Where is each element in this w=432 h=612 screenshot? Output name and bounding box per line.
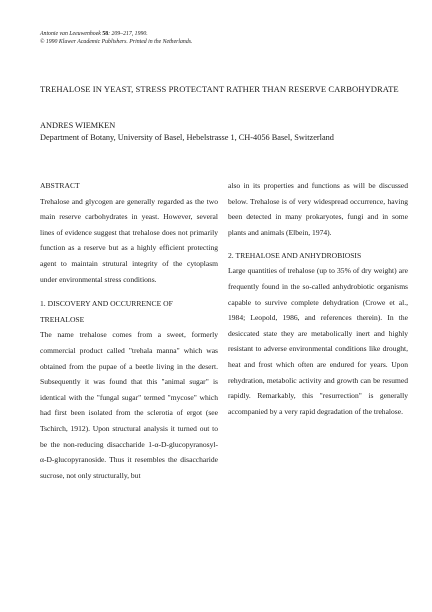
section-1-heading: 1. DISCOVERY AND OCCURRENCE OF TREHALOSE	[40, 299, 173, 324]
copyright-notice: © 1990 Kluwer Academic Publishers. Printed in the Netherlands.	[40, 39, 193, 45]
section-1-paragraph-continued: also in its properties and functions as will be discussed below. Trehalose is of very widespread occurrence, having been detected in many prokaryotes, fungi and in some plants and animals (Elbein, 1974).	[228, 181, 408, 237]
journal-pages: : 209–217, 1990.	[108, 31, 148, 37]
right-column	[228, 178, 408, 419]
author-block	[40, 120, 334, 143]
journal-volume: 58	[102, 31, 109, 37]
abstract-heading: ABSTRACT	[40, 181, 80, 190]
paper-title: TREHALOSE IN YEAST, STRESS PROTECTANT RATHER THAN RESERVE CARBOHYDRATE	[40, 84, 399, 94]
journal-name: Antonie van Leeuwenhoek	[40, 31, 101, 37]
author-name: ANDRES WIEMKEN	[40, 121, 116, 130]
abstract-text: Trehalose and glycogen are generally regarded as the two main reserve carbohydrates in yeast. However, several lines of evidence suggest that trehalose does not primarily function as a reserve but as a highly efficient protecting agent to maintain strutural integrity of the cytoplasm under environmental stress conditions.	[40, 196, 218, 284]
section-1-paragraph: The name trehalose comes from a sweet, formerly commercial product called "trehala manna" which was obtained from the pupae of a beetle living in the desert. Subsequently it was found that this "animal sugar" is identical with the "fungal sugar" termed "mycose" which had first been isolated from the sclerotia of ergot (see Tschirch, 1912). Upon structural analysis it turned out to be the non-reducing disaccharide 1-α-D-glucopyranosyl-α-D-glucopyranoside. Thus it resembles the disaccharide sucrose, not only structurally, but	[40, 330, 218, 480]
section-2-paragraph: Large quantities of trehalose (up to 35% of dry weight) are frequently found in the so-called anhydrobiotic organisms capable to survive complete dehydration (Crowe et al., 1984; Leopold, 1986, and references therein). In the desiccated state they are metabolically inert and highly resistant to adverse environmental conditions like drought, heat and frost which often are endured for years. Upon rehydration, metabolic activity and growth can be resumed rapidly. Remarkably, this "resurrection" is generally accompanied by a very rapid degradation of the trehalose.	[228, 266, 408, 416]
journal-citation	[40, 30, 192, 38]
author-affiliation: Department of Botany, University of Basel, Hebelstrasse 1, CH-4056 Basel, Switzerland	[40, 132, 334, 142]
left-column	[40, 178, 218, 483]
section-2-heading: 2. TREHALOSE AND ANHYDROBIOSIS	[228, 250, 362, 260]
journal-header	[40, 30, 192, 46]
